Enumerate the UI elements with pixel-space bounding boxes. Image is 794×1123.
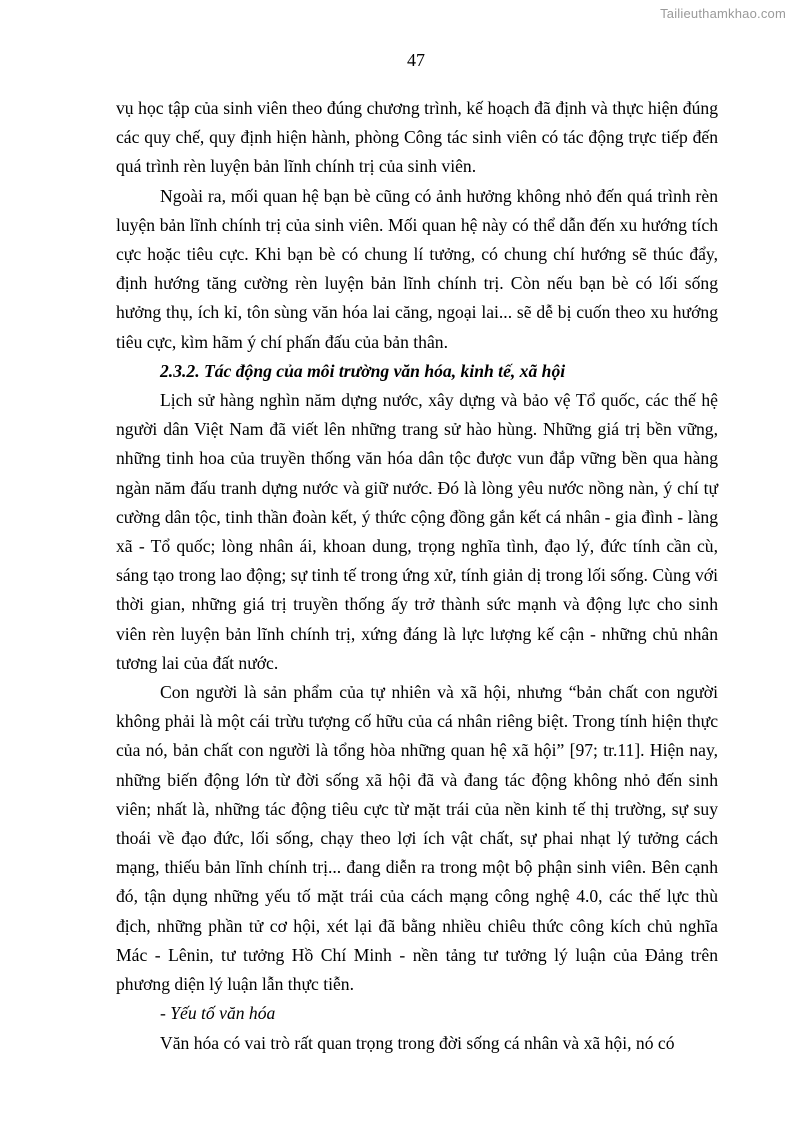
- page-number: 47: [407, 50, 425, 70]
- paragraph-culture: Văn hóa có vai trò rất quan trọng trong đời sống cá nhân và xã hội, nó có: [160, 1032, 675, 1053]
- section-heading: 2.3.2. Tác động của môi trường văn hóa, kinh tế, xã hội: [160, 360, 566, 381]
- paragraph-friend-relations: Ngoài ra, mối quan hệ bạn bè cũng có ảnh hưởng không nhỏ đến quá trình rèn luyện bản lĩnh chính trị của sinh viên. Mối quan hệ này có thể dẫn đến xu hướng tích cực hoặc tiêu cực. Khi bạn bè có chung lí tưởng, có chung chí hướng sẽ thúc đẩy, định hướng tăng cường rèn luyện bản lĩnh chính trị. Còn nếu bạn bè có lối sống hưởng thụ, ích kỉ, tôn sùng văn hóa lai căng, ngoại lai... sẽ dễ bị cuốn theo xu hướng tiêu cực, kìm hãm ý chí phấn đấu của bản thân.: [116, 185, 718, 352]
- paragraph-continuation: vụ học tập của sinh viên theo đúng chương trình, kế hoạch đã định và thực hiện đúng các quy chế, quy định hiện hành, phòng Công tác sinh viên có tác động trực tiếp đến quá trình rèn luyện bản lĩnh chính trị của sinh viên.: [116, 98, 718, 177]
- paragraph-human-society: Con người là sản phẩm của tự nhiên và xã hội, nhưng “bản chất con người không phải là một cái trừu tượng cố hữu của cá nhân riêng biệt. Trong tính hiện thực của nó, bản chất con người là tổng hòa những quan hệ xã hội” [97; tr.11]. Hiện nay, những biến động lớn từ đời sống xã hội đã và đang tác động không nhỏ đến sinh viên; nhất là, những tác động tiêu cực từ mặt trái của nền kinh tế thị trường, sự suy thoái về đạo đức, lối sống, chạy theo lợi ích vật chất, sự phai nhạt lý tưởng cách mạng, thiếu bản lĩnh chính trị... đang diễn ra trong một bộ phận sinh viên. Bên cạnh đó, tận dụng những yếu tố mặt trái của cách mạng công nghệ 4.0, các thế lực thù địch, những phần tử cơ hội, xét lại đã bằng nhiều chiêu thức công kích chủ nghĩa Mác - Lênin, tư tưởng Hồ Chí Minh - nền tảng tư tưởng lý luận của Đảng trên phương diện lý luận lẫn thực tiễn.: [116, 682, 718, 995]
- document-body: [116, 94, 718, 1058]
- paragraph-history: Lịch sử hàng nghìn năm dựng nước, xây dựng và bảo vệ Tổ quốc, các thế hệ người dân Việt Nam đã viết lên những trang sử hào hùng. Những giá trị bền vững, những tinh hoa của truyền thống văn hóa dân tộc được vun đắp vững bền qua hàng ngàn năm đấu tranh dựng nước và giữ nước. Đó là lòng yêu nước nồng nàn, ý chí tự cường dân tộc, tinh thần đoàn kết, ý thức cộng đồng gắn kết cá nhân - gia đình - làng xã - Tổ quốc; lòng nhân ái, khoan dung, trọng nghĩa tình, đạo lý, đức tính cần cù, sáng tạo trong lao động; sự tinh tế trong ứng xử, tính giản dị trong lối sống. Cùng với thời gian, những giá trị truyền thống ấy trở thành sức mạnh và động lực cho sinh viên rèn luyện bản lĩnh chính trị, xứng đáng là lực lượng kế cận - những chủ nhân tương lai của đất nước.: [116, 390, 718, 673]
- subsection-heading: - Yếu tố văn hóa: [160, 1003, 276, 1024]
- watermark-text: Tailieuthamkhao.com: [660, 6, 786, 21]
